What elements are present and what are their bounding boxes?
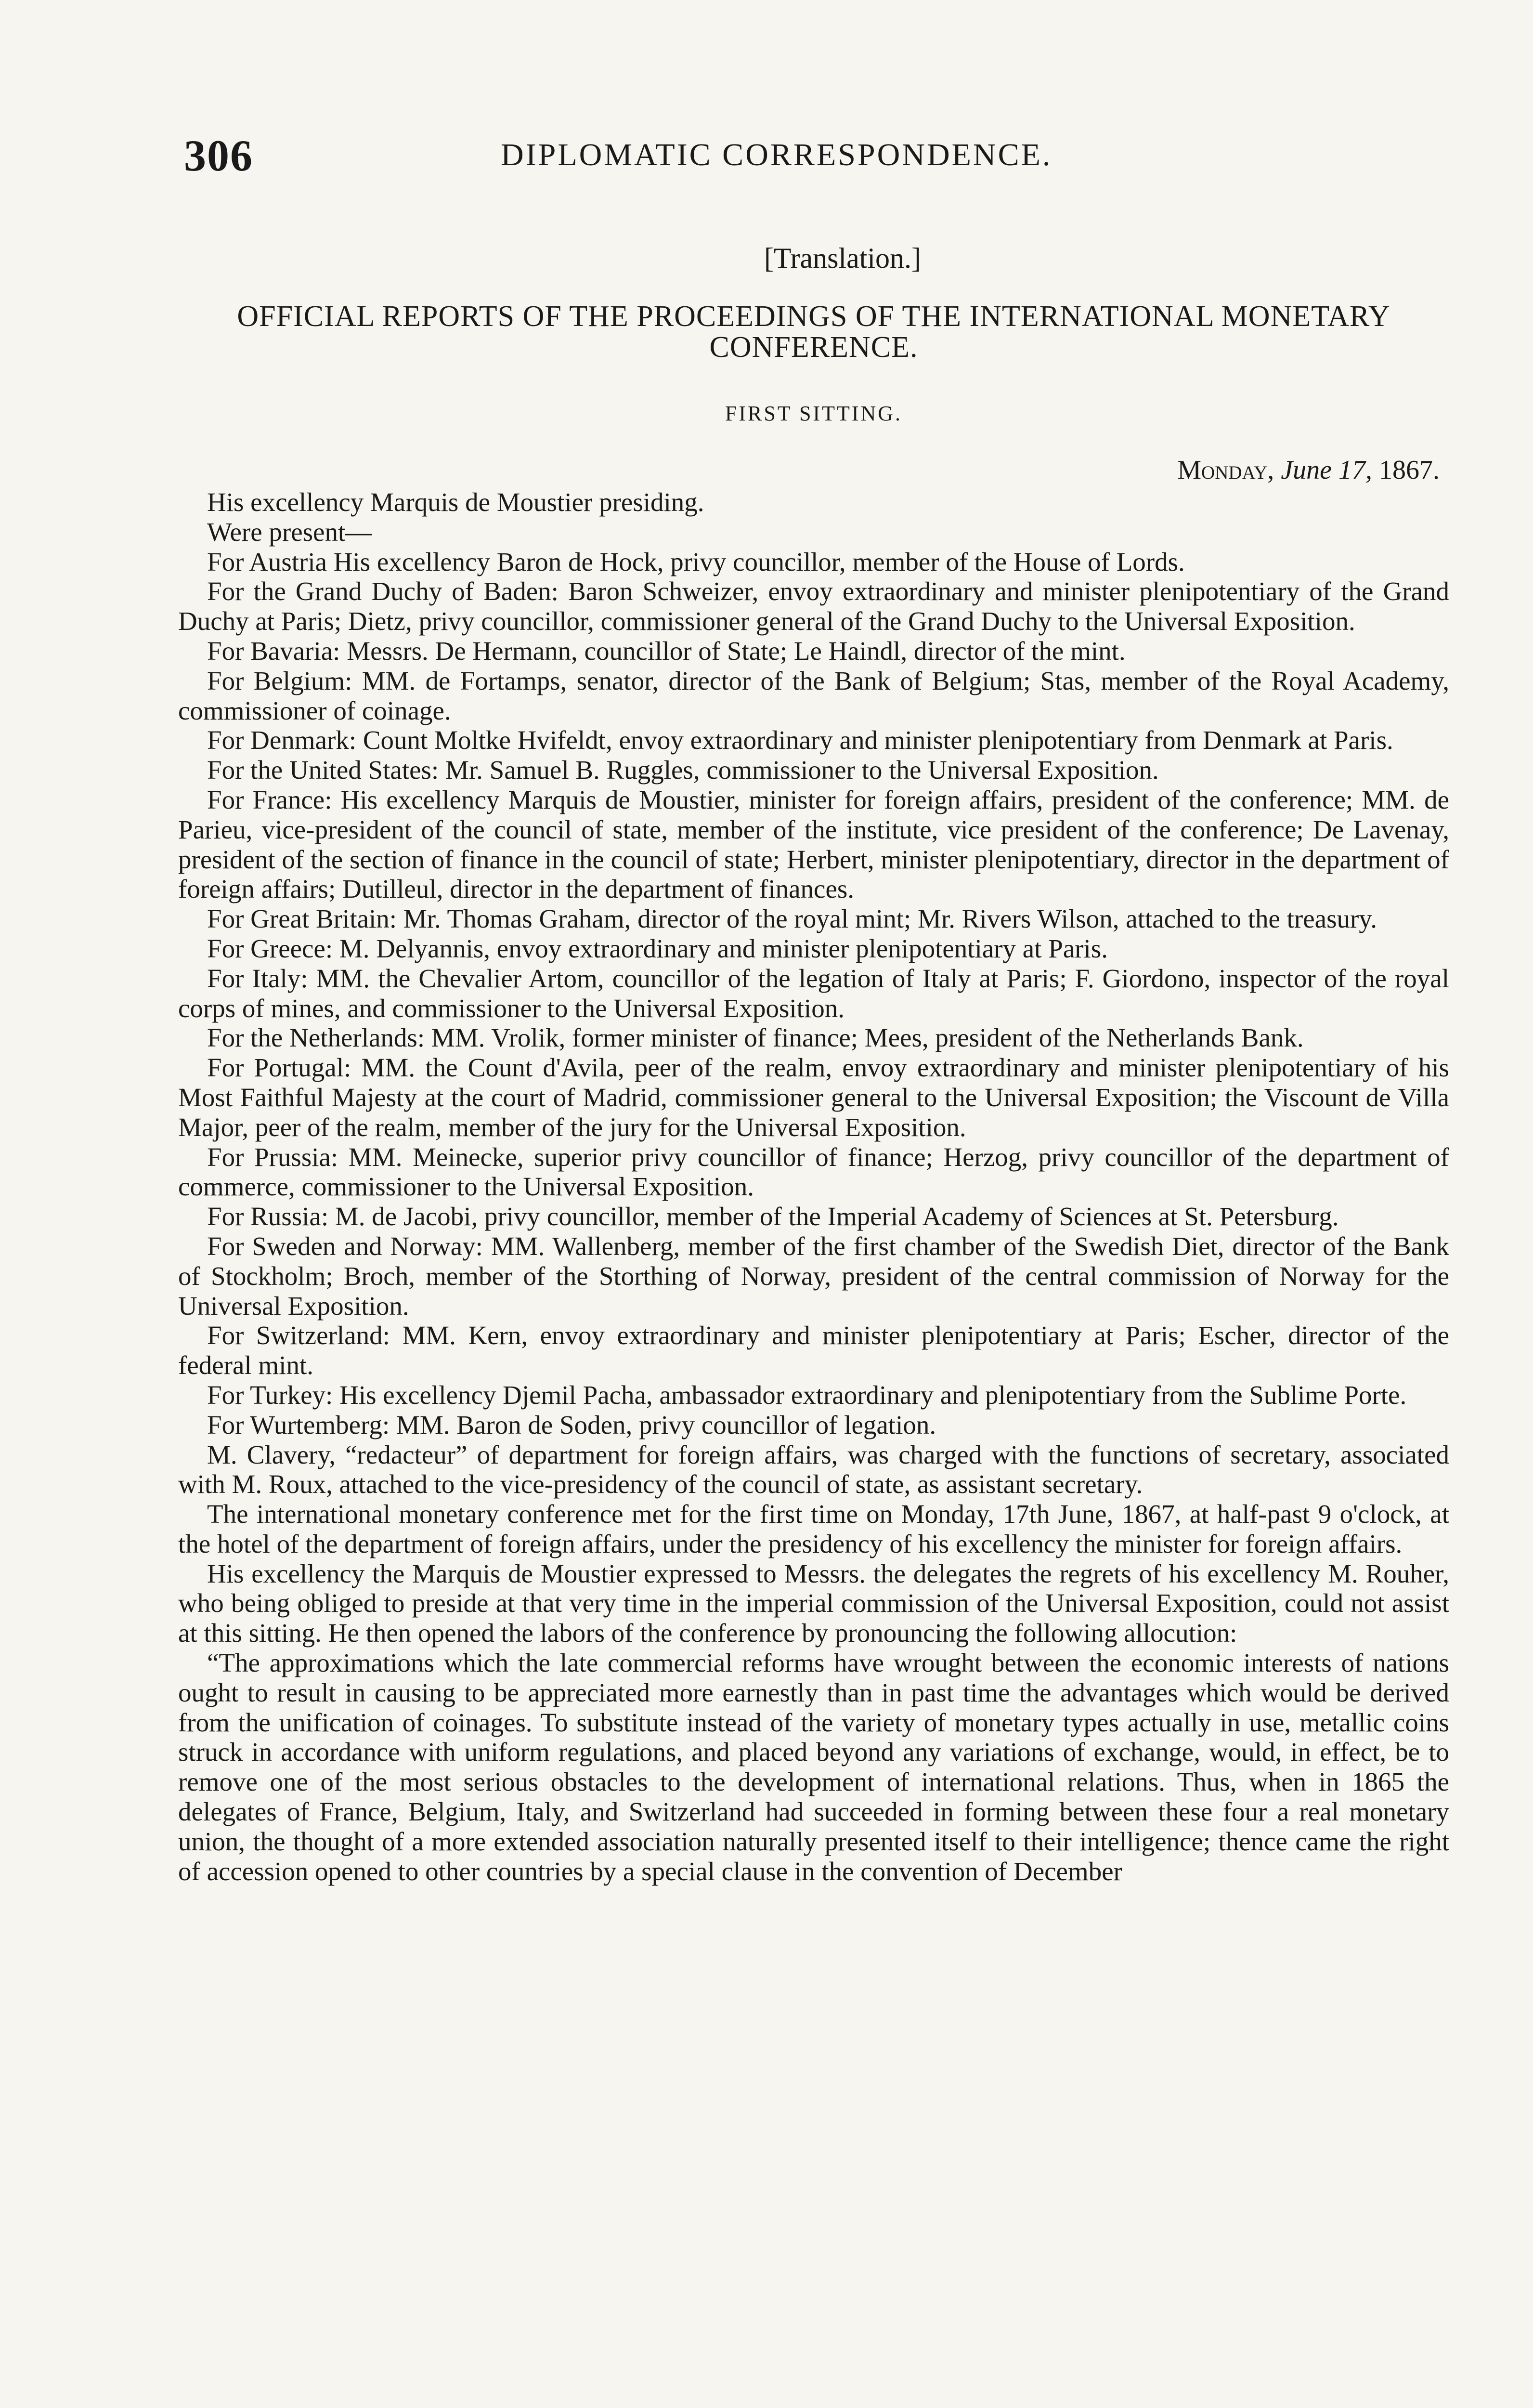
- paragraph-presiding: His excellency Marquis de Moustier presiding.: [207, 487, 704, 517]
- paragraph-denmark: For Denmark: Count Moltke Hvifeldt, envoy extraordinary and minister plenipotentiary from Denmark at Paris.: [207, 725, 1393, 755]
- paragraph-sweden-norway: For Sweden and Norway: MM. Wallenberg, member of the first chamber of the Swedish Diet, director of the Bank of Stockholm; Broch, member of the Storthing of Norway, president of the central commission of Norway for the Universal Exposition.: [178, 1231, 1449, 1321]
- paragraph-allocution: “The approximations which the late commercial reforms have wrought between the economic interests of nations ought to result in causing to be appreciated more earnestly than in past time the advantages which would be derived from the unification of coinages. To substitute instead of the variety of monetary types actually in use, metallic coins struck in accordance with uniform regulations, and placed beyond any variations of exchange, would, in effect, be to remove one of the most serious obstacles to the development of international relations. Thus, when in 1865 the delegates of France, Belgium, Italy, and Switzerland had succeeded in forming between these four a real monetary union, the thought of a more extended association naturally presented itself to their intelligence; thence came the right of accession opened to other countries by a special clause in the convention of December: [178, 1648, 1449, 1886]
- body-text: [178, 487, 1449, 1886]
- paragraph-france: For France: His excellency Marquis de Moustier, minister for foreign affairs, president of the conference; MM. de Parieu, vice-president of the council of state, member of the institute, vice president of the conference; De Lavenay, president of the section of finance in the council of state; Herbert, minister plenipotentiary, director in the department of foreign affairs; Dutilleul, director in the department of finances.: [178, 785, 1449, 904]
- paragraph-netherlands: For the Netherlands: MM. Vrolik, former minister of finance; Mees, president of the Netherlands Bank.: [207, 1023, 1304, 1053]
- paragraph-turkey: For Turkey: His excellency Djemil Pacha, ambassador extraordinary and plenipotentiary from the Sublime Porte.: [207, 1380, 1407, 1410]
- paragraph-belgium: For Belgium: MM. de Fortamps, senator, director of the Bank of Belgium; Stas, member of the Royal Academy, commissioner of coinage.: [178, 666, 1449, 725]
- paragraph-switzerland: For Switzerland: MM. Kern, envoy extraordinary and minister plenipotentiary at Paris; Escher, director of the federal mint.: [178, 1321, 1449, 1380]
- sitting-heading: FIRST SITTING.: [725, 402, 903, 425]
- paragraph-present: Were present—: [207, 517, 372, 547]
- paragraph-prussia: For Prussia: MM. Meinecke, superior privy councillor of finance; Herzog, privy councillor of the department of commerce, commissioner to the Universal Exposition.: [178, 1142, 1449, 1202]
- document-page: [178, 130, 1449, 1886]
- page-header: [178, 130, 1449, 188]
- paragraph-greece: For Greece: M. Delyannis, envoy extraordinary and minister plenipotentiary at Paris.: [207, 933, 1108, 963]
- dateline-year: 1867.: [1379, 455, 1440, 485]
- document-title: OFFICIAL REPORTS OF THE PROCEEDINGS OF THE INTERNATIONAL MONETARY CONFERENCE.: [237, 300, 1390, 364]
- paragraph-wurtemberg: For Wurtemberg: MM. Baron de Soden, privy councillor of legation.: [207, 1410, 936, 1440]
- paragraph-russia: For Russia: M. de Jacobi, privy councillor, member of the Imperial Academy of Sciences at St. Petersburg.: [207, 1202, 1339, 1231]
- paragraph-meeting: The international monetary conference met for the first time on Monday, 17th June, 1867, at half-past 9 o'clock, at the hotel of the department of foreign affairs, under the presidency of his excellency the minister for foreign affairs.: [178, 1499, 1449, 1558]
- dateline-weekday: Monday,: [1177, 455, 1274, 485]
- paragraph-austria: For Austria His excellency Baron de Hock, privy councillor, member of the House of Lords.: [207, 547, 1185, 576]
- paragraph-baden: For the Grand Duchy of Baden: Baron Schweizer, envoy extraordinary and minister plenipotentiary of the Grand Duchy at Paris; Dietz, privy councillor, commissioner general of the Grand Duchy to the Universal Exposition.: [178, 576, 1449, 636]
- paragraph-italy: For Italy: MM. the Chevalier Artom, councillor of the legation of Italy at Paris; F. Giordono, inspector of the royal corps of mines, and commissioner to the Universal Exposition.: [178, 963, 1449, 1023]
- paragraph-bavaria: For Bavaria: Messrs. De Hermann, councillor of State; Le Haindl, director of the mint.: [207, 636, 1126, 666]
- running-head: DIPLOMATIC CORRESPONDENCE.: [501, 137, 1052, 172]
- paragraph-great-britain: For Great Britain: Mr. Thomas Graham, director of the royal mint; Mr. Rivers Wilson, attached to the treasury.: [207, 904, 1377, 934]
- paragraph-secretary: M. Clavery, “redacteur” of department for foreign affairs, was charged with the functions of secretary, associated with M. Roux, attached to the vice-presidency of the council of state, as assistant secretary.: [178, 1440, 1449, 1499]
- paragraph-moustier-regrets: His excellency the Marquis de Moustier expressed to Messrs. the delegates the regrets of his excellency M. Rouher, who being obliged to preside at that very time in the imperial commission of the Universal Exposition, could not assist at this sitting. He then opened the labors of the conference by pronouncing the following allocution:: [178, 1558, 1449, 1648]
- dateline-month-day: June 17,: [1281, 455, 1372, 485]
- translation-note: [Translation.]: [764, 242, 922, 274]
- paragraph-portugal: For Portugal: MM. the Count d'Avila, peer of the realm, envoy extraordinary and minister plenipotentiary of his Most Faithful Majesty at the court of Madrid, commissioner general to the Universal Exposition; the Viscount de Villa Major, peer of the realm, member of the jury for the Universal Exposition.: [178, 1053, 1449, 1142]
- dateline: [178, 455, 1449, 485]
- paragraph-united-states: For the United States: Mr. Samuel B. Ruggles, commissioner to the Universal Exposition.: [207, 755, 1159, 785]
- page-number: 306: [184, 131, 253, 180]
